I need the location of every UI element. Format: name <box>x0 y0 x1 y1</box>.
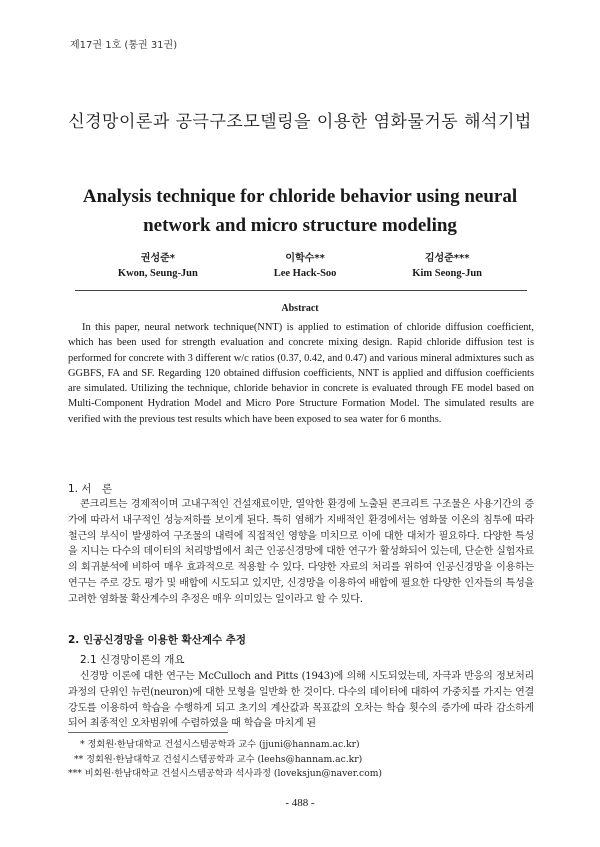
journal-issue-header: 제17권 1호 (통권 31권) <box>70 40 178 51</box>
author-1-korean-name: 권성준* <box>140 253 175 264</box>
author-3-english-name: Kim Seong-Jun <box>412 268 483 279</box>
footnote-2: ** 정회원·한남대학교 건설시스템공학과 교수 (leehs@hannam.ac.kr) <box>74 753 363 765</box>
author-list <box>80 251 520 281</box>
footnotes <box>68 738 382 782</box>
section-2-1-paragraph: 신경망 이론에 대한 연구는 McCulloch and Pitts (1943)에 의해 시도되었는데, 자극과 반응의 정보처리 과정의 단위인 뉴런(neuron)에 대한 모형을 일반화 한 것이다. 다수의 데이터에 대하여 가중치를 가지는 연결강도를 이용하여 학습을 수행하게 되고 초기의 계산값과 목표값의 오차는 학습 횟수의 증가에 따라 감소하게 되어 최종적인 오차범위에 수렴하였을 때 학습을 마치게 된 <box>68 671 534 730</box>
english-title: Analysis technique for chloride behavior using neural network and micro structure modeling <box>82 186 518 236</box>
author-2-english-name: Lee Hack-Soo <box>273 268 337 279</box>
author-3-korean-name: 김성준*** <box>424 253 470 264</box>
korean-title: 신경망이론과 공극구조모델링을 이용한 염화물거동 해석기법 <box>68 112 532 132</box>
abstract-text: In this paper, neural network technique(NNT) is applied to estimation of chloride diffusion coefficient, which has been used for strength evaluation and concrete mixing design. Rapid chloride diffusion test is performed for concrete with 3 different w/c ratios (0.37, 0.42, and 0.47) and various mineral admixtures such as GGBFS, FA and SF. Regarding 120 obtained diffusion coefficients, NNT is applied and diffusion coefficients are simulated. Utilizing the technique, chloride behavior in concrete is evaluated through FE model based on Multi-Component Hydration Model and Micro Pore Structure Formation Model. The simulated results are verified with the previous test results which have been exposed to sea water for 6 months. <box>68 322 534 425</box>
author-1-english-name: Kwon, Seung-Jun <box>117 268 198 279</box>
title-divider <box>75 290 527 291</box>
section-2-heading: 2. 인공신경망을 이용한 확산계수 추정 <box>68 634 247 646</box>
author-3 <box>412 251 482 281</box>
footnote-3: *** 비회원·한남대학교 건설시스템공학과 석사과정 (loveksjun@naver.com) <box>68 768 383 779</box>
abstract-heading: Abstract <box>281 303 319 314</box>
footnote-1: * 정회원·한남대학교 건설시스템공학과 교수 (jjuni@hannam.ac.kr) <box>80 739 360 750</box>
page-number: - 488 - <box>285 797 315 809</box>
author-2-korean-name: 이학수** <box>285 253 325 264</box>
section-2-1-heading: 2.1 신경망이론의 개요 <box>80 654 185 666</box>
section-1-heading: 1. 서 론 <box>68 483 113 495</box>
author-1 <box>118 251 198 281</box>
footnote-divider <box>68 732 228 733</box>
author-2 <box>274 251 337 281</box>
section-1-paragraph: 콘크리트는 경제적이며 고내구적인 건설재료이만, 열악한 환경에 노출된 콘크리트 구조물은 사용기간의 증가에 따라서 내구적인 성능저하를 보이게 된다. 특히 염해가 지배적인 환경에서는 염화물 이온의 침투에 따라 철근의 부식이 발생하여 구조물의 내력에 직접적인 영향을 미치므로 이에 대한 대처가 필요하다. 다양한 특성을 지니는 다수의 데이터의 처리방법에서 최근 인공신경망에 대한 연구가 활성화되어 있는데, 단순한 실험자료의 회귀분석에 비하여 매우 효과적으로 적용할 수 있다. 다양한 자료의 처리를 위하여 인공신경망을 이용하는 연구는 주로 강도 평가 및 배합에 시도되고 있지만, 신경망을 이용하여 배합에 필요한 다양한 인자들의 특성을 고려한 염화물 확산계수의 추정은 매우 의미있는 일이라고 할 수 있다. <box>68 499 534 605</box>
